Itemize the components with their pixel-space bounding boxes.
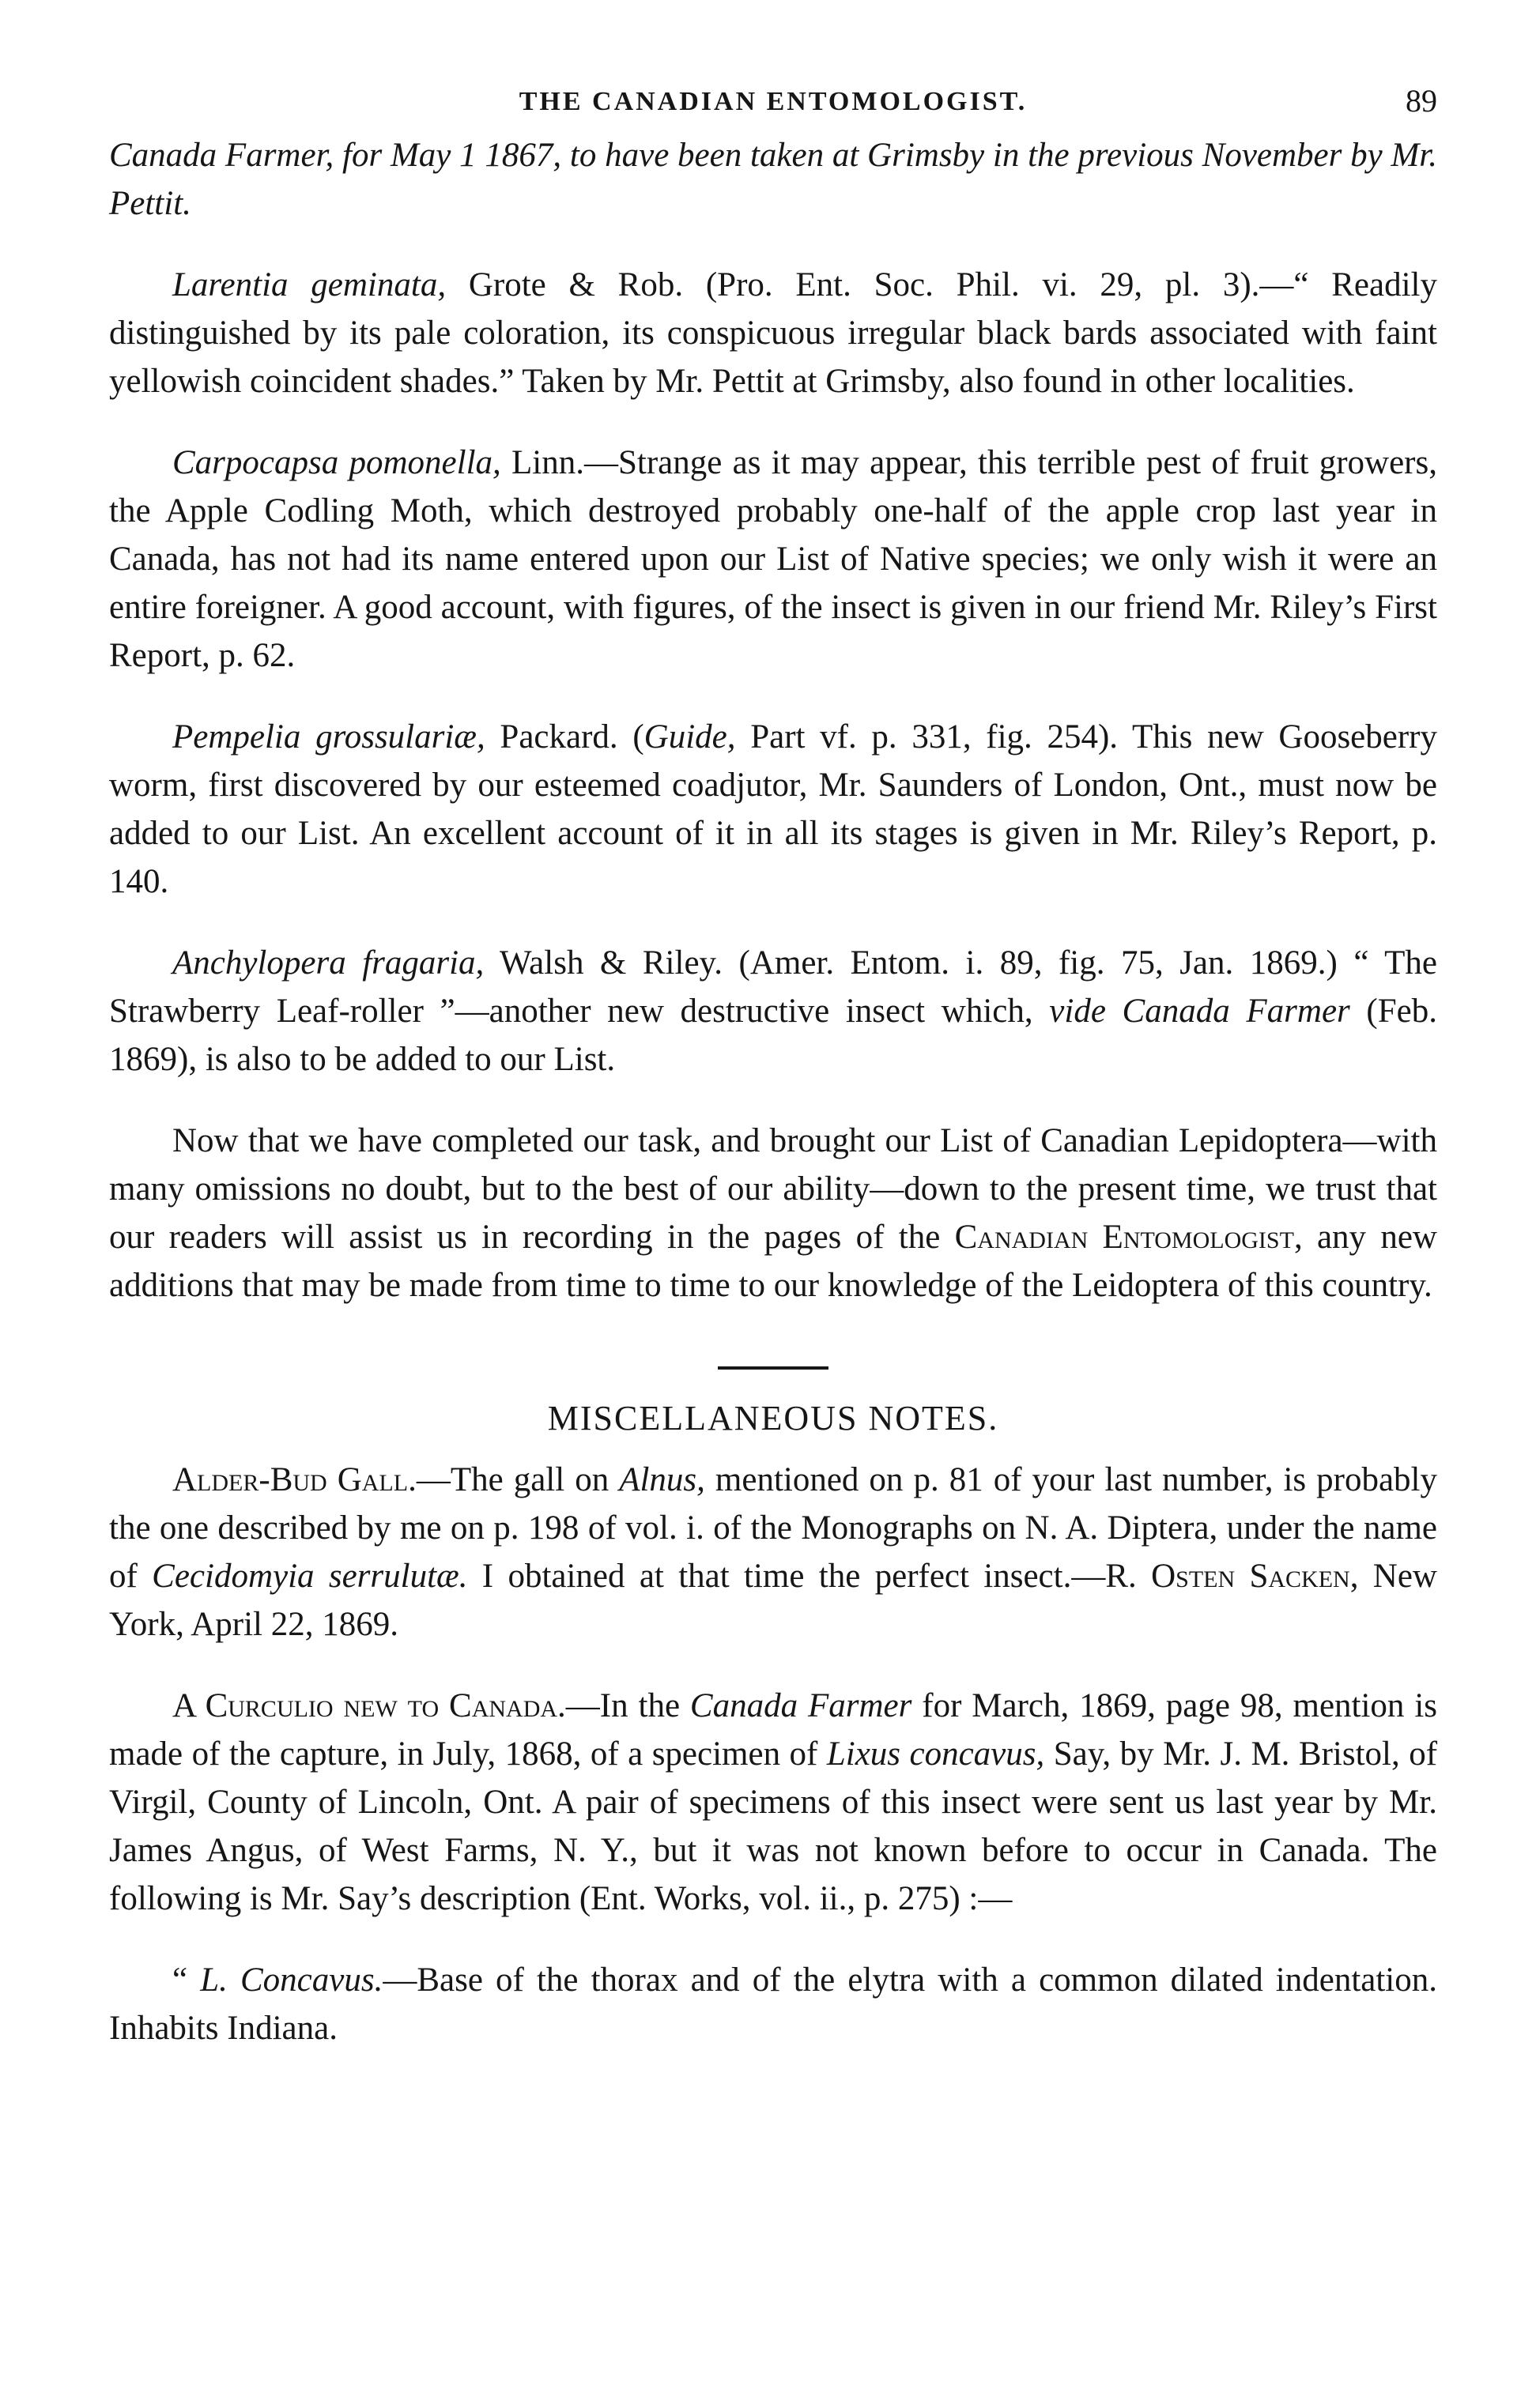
- paragraph-canada-farmer: [109, 131, 1437, 228]
- species-name: Cecidomyia serrulutæ.: [152, 1558, 468, 1595]
- page-number: 89: [1406, 83, 1437, 119]
- entry-text: Linn.—Strange as it may appear, this terrible pest of fruit growers, the Apple Codling Moth, which destroyed probably one-half of the apple crop last year in Canada, has not had its name entered upon our List of Native species; we only wish it were an entire foreigner. A good account, with figures, of the insect is given in our friend Mr. Riley’s First Report, p. 62.: [109, 444, 1437, 674]
- section-divider: [718, 1366, 828, 1370]
- species-name: Pempelia grossulariæ,: [172, 718, 485, 756]
- note-text: Say, by Mr. J. M. Bristol, of Virgil, County of Lincoln, Ont. A pair of specimens of this insect were sent us last year by Mr. James Angus, of West Farms, N. Y., but it was not known before to occur in Canada. The following is Mr. Say’s description (Ent. Works, vol. ii., p. 275) :—: [109, 1735, 1438, 1917]
- species-name: Lixus concavus,: [826, 1735, 1045, 1773]
- note-say-quote: [109, 1956, 1437, 2052]
- running-head: [109, 76, 1437, 131]
- paragraph-larentia: [109, 261, 1437, 405]
- paragraph-carpocapsa: [109, 439, 1437, 680]
- journal-page: [109, 76, 1437, 2086]
- note-text: —Base of the thorax and of the elytra with a common dilated indentation. Inhabits Indiana.: [109, 1961, 1438, 2047]
- entry-text: Packard. (: [485, 718, 644, 756]
- note-text: I obtained at that time the perfect insect.—R.: [467, 1558, 1152, 1595]
- note-text: —The gall on: [416, 1461, 620, 1498]
- note-curculio: [109, 1682, 1437, 1923]
- author-name: Osten Sacken: [1151, 1558, 1350, 1595]
- genus-name: Alnus,: [619, 1461, 705, 1498]
- note-text: —In the: [565, 1687, 690, 1724]
- note-title: Alder-Bud Gall.: [172, 1461, 417, 1498]
- periodical-name: Canada Farmer: [689, 1687, 912, 1724]
- open-quote: “: [172, 1961, 201, 1999]
- entry-text: Part vf. p. 331, fig. 254). This new Gooseberry worm, first discovered by our esteemed coadjutor, Mr. Saunders of London, Ont., must now be added to our List. An excellent account of it in all its stages is given in Mr. Riley’s Report, p. 140.: [109, 718, 1437, 900]
- species-name: Larentia geminata,: [172, 266, 447, 303]
- note-title: A Curculio new to Canada.: [172, 1687, 566, 1724]
- entry-text: (Feb. 1869), is also to be added to our List.: [109, 993, 1437, 1078]
- note-text: mentioned on p. 81 of your last number, is probably the one described by me on p. 198 of vol. i. of the Monographs on N. A. Diptera, under the name of: [109, 1461, 1437, 1595]
- species-name: Carpocapsa pomonella,: [172, 444, 501, 481]
- vide-citation: vide Canada Farmer: [1049, 993, 1350, 1030]
- paragraph-conclusion: [109, 1117, 1437, 1310]
- continuation-text: Canada Farmer, for May 1 1867, to have been taken at Grimsby in the previous November by Mr. Pettit.: [109, 137, 1437, 222]
- entry-text: , any new additions that may be made from time to time to our knowledge of the Leidoptera of this country.: [109, 1219, 1437, 1304]
- section-heading: MISCELLANEOUS NOTES.: [547, 1399, 999, 1438]
- paragraph-pempelia: [109, 713, 1437, 906]
- journal-name: Canadian Entomologist: [954, 1219, 1294, 1256]
- entry-text: Now that we have completed our task, and brought our List of Canadian Lepidoptera—with many omissions no doubt, but to the best of our ability—down to the present time, we trust that our readers will assist us in recording in the pages of the: [109, 1122, 1437, 1256]
- species-name: L. Concavus.: [200, 1961, 383, 1999]
- paragraph-anchylopera: [109, 939, 1437, 1083]
- note-text: for March, 1869, page 98, mention is made of the capture, in July, 1868, of a specimen of: [109, 1687, 1438, 1773]
- journal-title: THE CANADIAN ENTOMOLOGIST.: [519, 87, 1028, 116]
- entry-text: Walsh & Riley. (Amer. Entom. i. 89, fig. 75, Jan. 1869.) “ The Strawberry Leaf-roller ”—another new destructive insect which,: [109, 944, 1437, 1030]
- species-name: Anchylopera fragaria,: [172, 944, 485, 982]
- note-text: , New York, April 22, 1869.: [109, 1558, 1437, 1643]
- guide-citation: Guide,: [643, 718, 736, 756]
- note-alder-bud-gall: [109, 1456, 1437, 1649]
- entry-text: Grote & Rob. (Pro. Ent. Soc. Phil. vi. 29, pl. 3).—“ Readily distinguished by its pale coloration, its conspicuous irregular black bards associated with faint yellowish coincident shades.” Taken by Mr. Pettit at Grimsby, also found in other localities.: [109, 266, 1437, 400]
